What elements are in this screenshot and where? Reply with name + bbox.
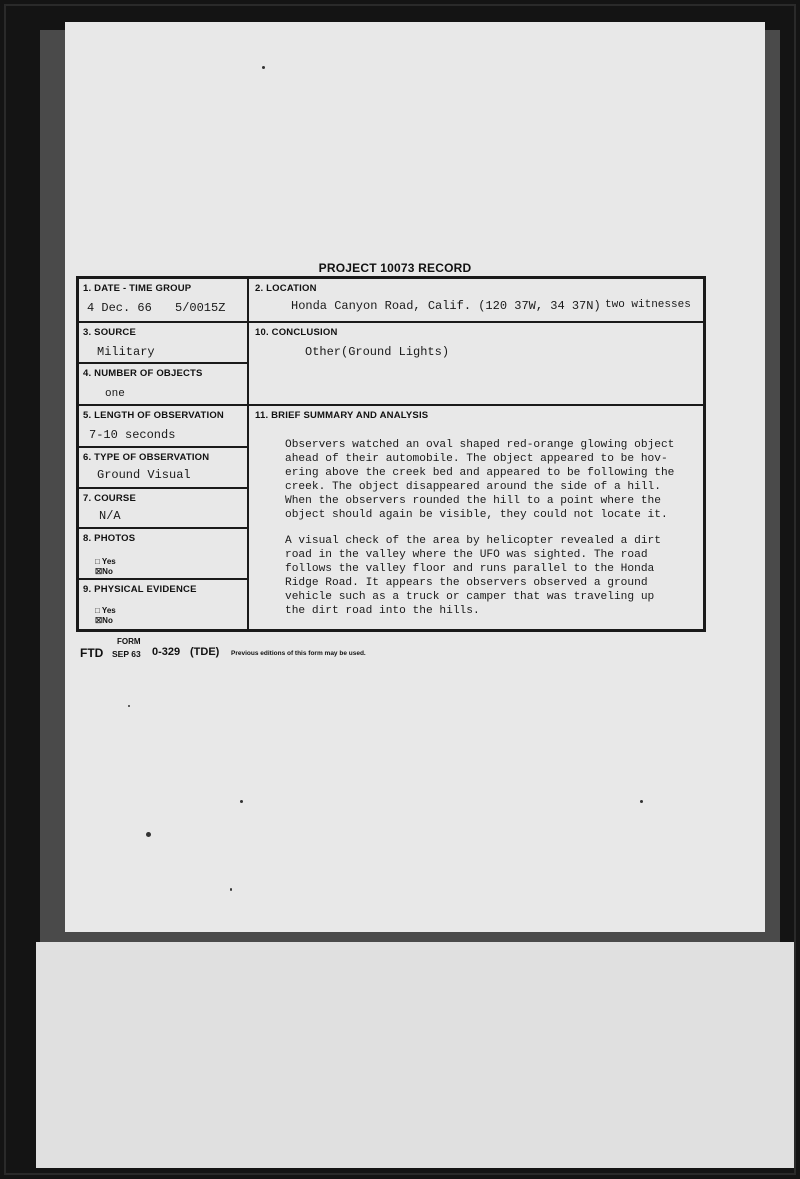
summary-line: When the observers rounded the hill to a point where the [285,495,661,507]
photos-label: 8. PHOTOS [83,533,136,544]
summary-paragraph-1 [285,438,674,522]
photos-no-checkbox: ☒No [95,567,113,576]
summary-line: A visual check of the area by helicopter revealed a dirt [285,535,661,547]
record-title: PROJECT 10073 RECORD [318,261,472,275]
evidence-no-checkbox: ☒No [95,616,113,625]
dust-speck [128,705,130,707]
summary-line: road in the valley where the UFO was sighted. The road [285,549,648,561]
type-of-observation-label: 6. TYPE OF OBSERVATION [83,452,210,463]
time-value: 5/0015Z [175,301,226,315]
summary-line: Observers watched an oval shaped red-orange glowing object [285,439,675,451]
physical-evidence-label: 9. PHYSICAL EVIDENCE [83,584,197,595]
summary-line: Ridge Road. It appears the observers observed a ground [285,577,648,589]
location-label: 2. LOCATION [255,283,317,294]
dust-speck [146,832,151,837]
summary-label: 11. BRIEF SUMMARY AND ANALYSIS [255,410,429,421]
footer-sep: SEP 63 [112,649,141,659]
photos-cell [78,528,248,579]
source-label: 3. SOURCE [83,327,137,338]
course-cell [78,488,248,528]
source-cell [78,322,248,363]
location-value: Honda Canyon Road, Calif. (120 37W, 34 37N) [291,299,601,313]
dust-speck [240,800,243,803]
summary-line: vehicle such as a truck or camper that was traveling up [285,591,655,603]
type-of-observation-value: Ground Visual [97,468,191,482]
summary-line: ering above the creek bed and appeared to be following the [285,467,675,479]
physical-evidence-cell [78,579,248,630]
dust-speck [230,888,232,891]
length-of-observation-value: 7-10 seconds [89,428,176,442]
photos-no-label: No [102,567,113,576]
summary-line: follows the valley floor and runs parallel to the Honda [285,563,655,575]
conclusion-label: 10. CONCLUSION [255,327,338,338]
course-value: N/A [99,509,121,523]
date-time-label: 1. DATE - TIME GROUP [83,283,192,294]
photos-yes-label: Yes [101,557,116,566]
evidence-no-label: No [102,616,113,625]
length-of-observation-label: 5. LENGTH OF OBSERVATION [83,410,224,421]
conclusion-value: Other(Ground Lights) [305,345,450,359]
number-of-objects-value: one [105,388,125,400]
footer-note: Previous editions of this form may be used. [231,650,366,657]
footer-form-number: 0-329 [152,646,181,658]
location-cell [248,278,704,322]
photos-yes-checkbox: □ Yes [95,557,116,566]
course-label: 7. COURSE [83,493,137,504]
dust-speck [262,66,265,69]
summary-line: the dirt road into the hills. [285,605,480,617]
length-of-observation-cell [78,405,248,447]
evidence-yes-label: Yes [101,606,116,615]
location-note: two witnesses [605,299,691,311]
record-form [76,276,706,632]
number-of-objects-label: 4. NUMBER OF OBJECTS [83,368,203,379]
summary-line: creek. The object disappeared around the side of a hill. [285,481,661,493]
summary-line: ahead of their automobile. The object appeared to be hov- [285,453,668,465]
footer-ftd: FTD [80,646,104,660]
type-of-observation-cell [78,447,248,488]
summary-paragraph-2 [285,534,661,618]
dust-speck [640,800,643,803]
date-value: 4 Dec. 66 [87,301,152,315]
conclusion-cell [248,322,704,405]
backing-card [36,942,796,1168]
evidence-yes-checkbox: □ Yes [95,606,116,615]
number-of-objects-cell [78,363,248,405]
footer-tde: (TDE) [190,646,220,658]
summary-line: object should again be visible, they could not locate it. [285,509,668,521]
source-value: Military [97,345,155,359]
date-time-cell [78,278,248,322]
footer-form-word: FORM [117,637,141,646]
summary-cell [248,405,704,630]
